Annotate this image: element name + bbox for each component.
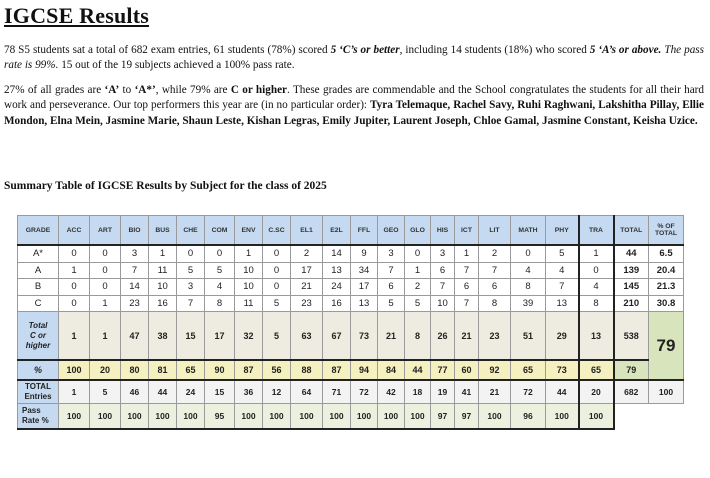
grade-count: 5 xyxy=(546,245,579,262)
grade-total: 139 xyxy=(614,262,649,279)
row-label: Pass Rate % xyxy=(18,404,59,430)
grade-row xyxy=(18,245,684,262)
grade-count: 34 xyxy=(351,262,378,279)
c-or-higher-count: 32 xyxy=(235,312,263,361)
grade-count: 9 xyxy=(351,245,378,262)
pass-rate-emphasis: The pass rate is 99%. xyxy=(4,44,704,72)
grade-count: 0 xyxy=(263,262,291,279)
grade-count: 3 xyxy=(177,279,205,296)
c-or-higher-count: 47 xyxy=(121,312,149,361)
grade-count: 1 xyxy=(90,295,121,312)
c-or-higher-count: 38 xyxy=(149,312,177,361)
pass-rate-value: 100 xyxy=(479,404,511,430)
pass-rate-value: 100 xyxy=(177,404,205,430)
grade-count: 24 xyxy=(323,279,351,296)
overall-c-or-higher-percent: 79 xyxy=(649,312,684,381)
grade-count: 6 xyxy=(455,279,479,296)
text: , while 79% are xyxy=(155,84,231,96)
c-or-higher-count: 51 xyxy=(511,312,546,361)
c-or-higher-total: 538 xyxy=(614,312,649,361)
percent-value: 65 xyxy=(579,360,614,380)
c-or-higher-count: 67 xyxy=(323,312,351,361)
c-or-higher-count: 21 xyxy=(455,312,479,361)
grade-count: 7 xyxy=(378,262,405,279)
column-header: HIS xyxy=(431,216,455,246)
entries-count: 72 xyxy=(511,380,546,404)
pass-rate-value: 100 xyxy=(323,404,351,430)
grade-count: 11 xyxy=(235,295,263,312)
grade-count: 0 xyxy=(59,279,90,296)
grade-count: 1 xyxy=(149,245,177,262)
entries-count: 18 xyxy=(405,380,431,404)
grade-count: 4 xyxy=(511,262,546,279)
pass-rate-value: 100 xyxy=(263,404,291,430)
grade-count: 14 xyxy=(121,279,149,296)
emphasis: C or higher xyxy=(230,84,288,96)
percent-value: 44 xyxy=(405,360,431,380)
pass-rate-value: 100 xyxy=(405,404,431,430)
grade-count: 1 xyxy=(405,262,431,279)
c-or-higher-count: 17 xyxy=(205,312,235,361)
entries-percent: 100 xyxy=(649,380,684,404)
entries-count: 5 xyxy=(90,380,121,404)
pass-rate-value: 100 xyxy=(59,404,90,430)
grade-label: A xyxy=(18,262,59,279)
grade-total: 145 xyxy=(614,279,649,296)
pass-rate-value: 96 xyxy=(511,404,546,430)
column-header: BIO xyxy=(121,216,149,246)
grade-count: 13 xyxy=(323,262,351,279)
grade-count: 0 xyxy=(579,262,614,279)
column-header: FFL xyxy=(351,216,378,246)
percent-value: 84 xyxy=(378,360,405,380)
percent-total: 79 xyxy=(614,360,649,380)
entries-count: 36 xyxy=(235,380,263,404)
grade-count: 0 xyxy=(59,245,90,262)
text: to xyxy=(119,84,135,96)
row-label: Total C or higher xyxy=(18,312,59,361)
total-entries-row xyxy=(18,380,684,404)
text: . These grades are commendable and the School congratulates the students for all their hard work and perseverance. Our top performers this year are (in no particular order): xyxy=(4,84,704,112)
grade-count: 10 xyxy=(235,279,263,296)
pass-rate-value: 100 xyxy=(121,404,149,430)
row-label: % xyxy=(18,360,59,380)
entries-count: 1 xyxy=(59,380,90,404)
grade-count: 1 xyxy=(235,245,263,262)
grade-count: 6 xyxy=(378,279,405,296)
percent-value: 73 xyxy=(546,360,579,380)
row-label: TOTAL Entries xyxy=(18,380,59,404)
grade-count: 5 xyxy=(378,295,405,312)
pass-rate-row xyxy=(18,404,684,430)
column-header: TOTAL xyxy=(614,216,649,246)
entries-count: 15 xyxy=(205,380,235,404)
grade-count: 1 xyxy=(59,262,90,279)
grade-count: 0 xyxy=(177,245,205,262)
percent-value: 94 xyxy=(351,360,378,380)
grade-count: 5 xyxy=(205,262,235,279)
summary-paragraph xyxy=(4,43,704,74)
grade-percent: 20.4 xyxy=(649,262,684,279)
total-c-or-higher-row xyxy=(18,312,684,361)
grade-count: 0 xyxy=(205,245,235,262)
column-header: EL1 xyxy=(291,216,323,246)
entries-count: 72 xyxy=(351,380,378,404)
emphasis: 5 ‘A’s or above. xyxy=(589,44,662,56)
grade-count: 7 xyxy=(121,262,149,279)
grade-count: 10 xyxy=(235,262,263,279)
column-header: GEO xyxy=(378,216,405,246)
pass-rate-value: 95 xyxy=(205,404,235,430)
grade-count: 7 xyxy=(431,279,455,296)
grade-count: 7 xyxy=(455,295,479,312)
grade-count: 7 xyxy=(455,262,479,279)
percent-value: 90 xyxy=(205,360,235,380)
grade-count: 2 xyxy=(479,245,511,262)
entries-count: 19 xyxy=(431,380,455,404)
entries-count: 24 xyxy=(177,380,205,404)
column-header: COM xyxy=(205,216,235,246)
percent-value: 65 xyxy=(511,360,546,380)
grade-count: 3 xyxy=(378,245,405,262)
grade-count: 0 xyxy=(263,279,291,296)
grade-count: 7 xyxy=(546,279,579,296)
entries-count: 46 xyxy=(121,380,149,404)
grade-count: 13 xyxy=(546,295,579,312)
grade-count: 5 xyxy=(177,262,205,279)
grade-total: 44 xyxy=(614,245,649,262)
column-header: CHE xyxy=(177,216,205,246)
percent-value: 20 xyxy=(90,360,121,380)
entries-count: 20 xyxy=(579,380,614,404)
c-or-higher-count: 26 xyxy=(431,312,455,361)
column-header: GLO xyxy=(405,216,431,246)
percent-value: 60 xyxy=(455,360,479,380)
grade-count: 10 xyxy=(431,295,455,312)
c-or-higher-count: 21 xyxy=(378,312,405,361)
grade-percent: 6.5 xyxy=(649,245,684,262)
percent-value: 77 xyxy=(431,360,455,380)
grade-count: 4 xyxy=(546,262,579,279)
grade-count: 6 xyxy=(431,262,455,279)
text: , including 14 students (18%) who scored xyxy=(399,44,590,56)
text: 78 S5 students sat a total of 682 exam entries, 61 students (78%) scored xyxy=(4,44,331,56)
grade-row xyxy=(18,262,684,279)
grade-row xyxy=(18,295,684,312)
grade-count: 2 xyxy=(405,279,431,296)
pass-rate-value: 100 xyxy=(90,404,121,430)
percent-value: 56 xyxy=(263,360,291,380)
percent-value: 88 xyxy=(291,360,323,380)
c-or-higher-count: 63 xyxy=(291,312,323,361)
entries-count: 44 xyxy=(546,380,579,404)
grade-percent: 21.3 xyxy=(649,279,684,296)
entries-count: 21 xyxy=(479,380,511,404)
pass-rate-value: 100 xyxy=(149,404,177,430)
emphasis: ‘A’ xyxy=(104,84,120,96)
empty-cell xyxy=(649,404,684,430)
grade-count: 11 xyxy=(149,262,177,279)
grade-count: 8 xyxy=(205,295,235,312)
column-header: MATH xyxy=(511,216,546,246)
entries-count: 12 xyxy=(263,380,291,404)
entries-count: 42 xyxy=(378,380,405,404)
column-header: E2L xyxy=(323,216,351,246)
c-or-higher-count: 23 xyxy=(479,312,511,361)
grade-label: C xyxy=(18,295,59,312)
entries-count: 41 xyxy=(455,380,479,404)
grade-count: 4 xyxy=(579,279,614,296)
grade-label: B xyxy=(18,279,59,296)
column-header: TRA xyxy=(579,216,614,246)
grade-count: 8 xyxy=(579,295,614,312)
pass-rate-value: 100 xyxy=(378,404,405,430)
pass-rate-value: 100 xyxy=(579,404,614,430)
grade-count: 17 xyxy=(291,262,323,279)
grade-count: 0 xyxy=(59,295,90,312)
column-header: ACC xyxy=(59,216,90,246)
empty-cell xyxy=(614,404,649,430)
percent-value: 100 xyxy=(59,360,90,380)
percent-value: 65 xyxy=(177,360,205,380)
grade-count: 0 xyxy=(263,245,291,262)
grade-count: 0 xyxy=(90,279,121,296)
grade-count: 16 xyxy=(149,295,177,312)
entries-count: 71 xyxy=(323,380,351,404)
grade-count: 7 xyxy=(177,295,205,312)
grade-count: 3 xyxy=(121,245,149,262)
c-or-higher-count: 1 xyxy=(90,312,121,361)
percent-row xyxy=(18,360,684,380)
grade-count: 6 xyxy=(479,279,511,296)
emphasis: ‘A*’ xyxy=(134,84,156,96)
emphasis: 5 ‘C’s or better xyxy=(330,44,400,56)
pass-rate-value: 100 xyxy=(291,404,323,430)
percent-value: 81 xyxy=(149,360,177,380)
column-header: C.SC xyxy=(263,216,291,246)
performers-paragraph xyxy=(4,83,704,129)
column-header: LIT xyxy=(479,216,511,246)
column-header: ICT xyxy=(455,216,479,246)
grade-count: 0 xyxy=(90,245,121,262)
entries-count: 44 xyxy=(149,380,177,404)
percent-value: 92 xyxy=(479,360,511,380)
text: 27% of all grades are xyxy=(4,84,105,96)
results-table xyxy=(17,215,684,430)
grade-count: 4 xyxy=(205,279,235,296)
grade-percent: 30.8 xyxy=(649,295,684,312)
c-or-higher-count: 29 xyxy=(546,312,579,361)
c-or-higher-count: 5 xyxy=(263,312,291,361)
grade-count: 0 xyxy=(405,245,431,262)
pass-rate-value: 97 xyxy=(455,404,479,430)
grade-count: 1 xyxy=(579,245,614,262)
grade-count: 7 xyxy=(479,262,511,279)
text: 15 out of the 19 subjects achieved a 100% pass rate. xyxy=(58,59,295,72)
grade-count: 13 xyxy=(351,295,378,312)
page-title: IGCSE Results xyxy=(4,3,150,28)
table-caption: Summary Table of IGCSE Results by Subject for the class of 2025 xyxy=(4,180,327,192)
c-or-higher-count: 1 xyxy=(59,312,90,361)
column-header: ENV xyxy=(235,216,263,246)
grade-count: 2 xyxy=(291,245,323,262)
grade-count: 5 xyxy=(263,295,291,312)
pass-rate-value: 100 xyxy=(351,404,378,430)
grade-total: 210 xyxy=(614,295,649,312)
grade-count: 23 xyxy=(291,295,323,312)
grade-count: 8 xyxy=(511,279,546,296)
grade-count: 17 xyxy=(351,279,378,296)
grade-count: 3 xyxy=(431,245,455,262)
column-header: GRADE xyxy=(18,216,59,246)
grade-row xyxy=(18,279,684,296)
grade-label: A* xyxy=(18,245,59,262)
grade-count: 5 xyxy=(405,295,431,312)
c-or-higher-count: 8 xyxy=(405,312,431,361)
grade-count: 39 xyxy=(511,295,546,312)
grade-count: 0 xyxy=(511,245,546,262)
pass-rate-value: 100 xyxy=(235,404,263,430)
entries-count: 64 xyxy=(291,380,323,404)
c-or-higher-count: 15 xyxy=(177,312,205,361)
pass-rate-value: 100 xyxy=(546,404,579,430)
column-header: BUS xyxy=(149,216,177,246)
top-performers-list: Tyra Telemaque, Rachel Savy, Ruhi Raghwani, Lakshitha Pillay, Ellie Mondon, Elna Mein, Jasmine Marie, Shaun Leste, Kishan Legras, Emily Jupiter, Laurent Joseph, Chloe Gamal, Jasmine Constant, Keisha Uzice. xyxy=(4,99,704,127)
c-or-higher-count: 13 xyxy=(579,312,614,361)
grade-count: 21 xyxy=(291,279,323,296)
grade-count: 16 xyxy=(323,295,351,312)
pass-rate-value: 97 xyxy=(431,404,455,430)
percent-value: 87 xyxy=(235,360,263,380)
entries-total: 682 xyxy=(614,380,649,404)
header-row xyxy=(18,216,684,246)
column-header: PHY xyxy=(546,216,579,246)
grade-count: 10 xyxy=(149,279,177,296)
grade-count: 14 xyxy=(323,245,351,262)
c-or-higher-count: 73 xyxy=(351,312,378,361)
grade-count: 1 xyxy=(455,245,479,262)
grade-count: 23 xyxy=(121,295,149,312)
grade-count: 0 xyxy=(90,262,121,279)
grade-count: 8 xyxy=(479,295,511,312)
column-header: ART xyxy=(90,216,121,246)
percent-value: 80 xyxy=(121,360,149,380)
percent-value: 87 xyxy=(323,360,351,380)
column-header: % OF TOTAL xyxy=(649,216,684,246)
